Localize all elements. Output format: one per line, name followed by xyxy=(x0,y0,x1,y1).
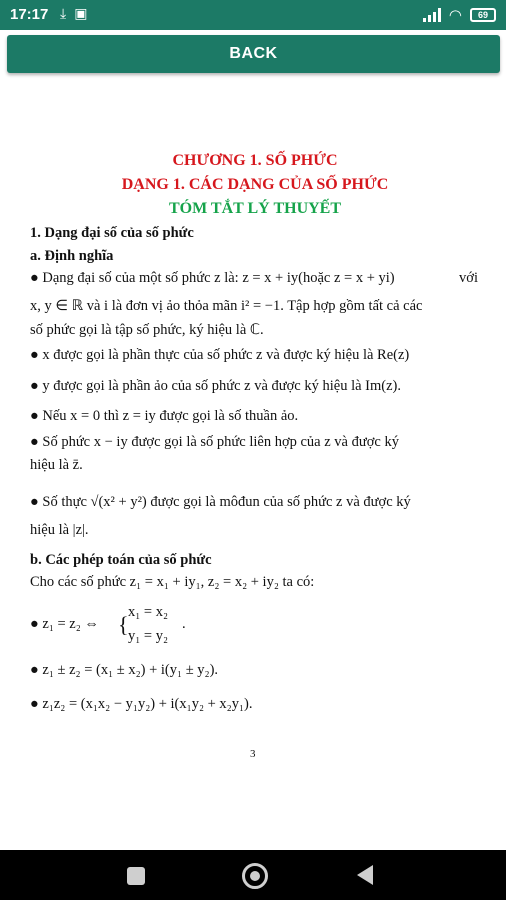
paragraph-line: số phức gọi là tập số phức, ký hiệu là ℂ. xyxy=(30,322,264,338)
status-bar xyxy=(0,0,506,30)
op-product: ● z₁z₂ = (x₁x₂ − y₁y₂) + i(x₁y₂ + x₂y₁). xyxy=(30,696,253,712)
heading-1: 1. Dạng đại số của số phức xyxy=(30,225,194,241)
paragraph-line: x, y ∈ ℝ và i là đơn vị ảo thỏa mãn i² = −1. Tập hợp gồm tất cả các xyxy=(30,298,423,314)
recents-icon[interactable] xyxy=(127,867,145,885)
summary-title: TÓM TẮT LÝ THUYẾT xyxy=(168,200,342,217)
wifi-icon: ◠ xyxy=(448,7,462,24)
op-sum: ● z₁ ± z₂ = (x₁ ± x₂) + i(y₁ ± y₂). xyxy=(30,662,219,678)
paragraph-line: với xyxy=(459,270,478,286)
bullet-imag-part: ● y được gọi là phần ảo của số phức z và được ký hiệu là Im(z). xyxy=(30,378,401,394)
op-equal-line2: y₁ = y₂ xyxy=(128,628,169,644)
battery-icon: 69 xyxy=(470,8,496,22)
heading-a: a. Định nghĩa xyxy=(30,248,114,264)
page-number: 3 xyxy=(250,748,256,760)
back-button[interactable]: BACK xyxy=(7,35,500,73)
op-equal-line1: x₁ = x₂ xyxy=(128,604,169,620)
heading-b: b. Các phép toán của số phức xyxy=(30,552,212,568)
download-done-icon: ⤓ xyxy=(60,5,67,21)
document-page: CHƯƠNG 1. SỐ PHỨC DẠNG 1. CÁC DẠNG CỦA SỐ PHỨC TÓM TẮT LÝ THUYẾT 1. Dạng đại số của số phức a. Định nghĩa ● Dạng đại số của một số phức z là: z = x + iy(hoặc z = x + yi) với x, y ∈ ℝ và i là đơn vị ảo thỏa mãn i² = −1. Tập hợp gồm tất cả các số phức gọi là tập số phức, ký hiệu là ℂ. ● x được gọi là phần thực của số phức z và được ký hiệu là Re(z) ● y được gọi là phần ảo của số phức z và được ký hiệu là Im(z). ● Nếu x = 0 thì z = iy được gọi là số thuần ảo. ● Số phức x − iy được gọi là số phức liên hợp của z và được ký hiệu là z̄. ● Số thực √(x² + y²) được gọi là môđun của số phức z và được ký hiệu là |z|. b. Các phép toán của số phức Cho các số phức z₁ = x₁ + iy₁, z₂ = x₂ + iy₂ ta có: ● z₁ = z₂ ⇔ { x₁ = x₂ y₁ = y₂ . ● z₁ ± z₂ = (x₁ ± x₂) + i(y₁ ± y₂). ● z₁z₂ = (x₁x₂ − y₁y₂) + i(x₁y₂ + x₂y₁). 3 xyxy=(0,82,506,850)
chapter-title: CHƯƠNG 1. SỐ PHỨC xyxy=(172,152,338,169)
navigation-bar xyxy=(0,850,506,900)
bullet-conjugate-2: hiệu là z̄. xyxy=(30,457,83,473)
op-equal: ● z₁ = z₂ ⇔ xyxy=(30,616,99,632)
notification-icon: ▣ xyxy=(74,5,88,21)
paragraph-line: ● Dạng đại số của một số phức z là: z = x + iy(hoặc z = x + yi) xyxy=(30,270,395,286)
bullet-pure-imag: ● Nếu x = 0 thì z = iy được gọi là số thuần ảo. xyxy=(30,408,299,424)
bullet-modulus: ● Số thực √(x² + y²) được gọi là môđun của số phức z và được ký xyxy=(30,494,411,510)
status-time: 17:17 xyxy=(10,6,49,23)
home-icon[interactable] xyxy=(242,863,268,889)
bullet-real-part: ● x được gọi là phần thực của số phức z và được ký hiệu là Re(z) xyxy=(30,347,410,363)
section-title: DẠNG 1. CÁC DẠNG CỦA SỐ PHỨC xyxy=(121,176,389,193)
nav-back-icon[interactable] xyxy=(357,865,373,885)
signal-icon xyxy=(423,8,441,22)
ops-intro: Cho các số phức z₁ = x₁ + iy₁, z₂ = x₂ + iy₂ ta có: xyxy=(30,574,315,590)
bullet-modulus-2: hiệu là |z|. xyxy=(30,522,89,538)
bullet-conjugate: ● Số phức x − iy được gọi là số phức liên hợp của z và được ký xyxy=(30,434,399,450)
